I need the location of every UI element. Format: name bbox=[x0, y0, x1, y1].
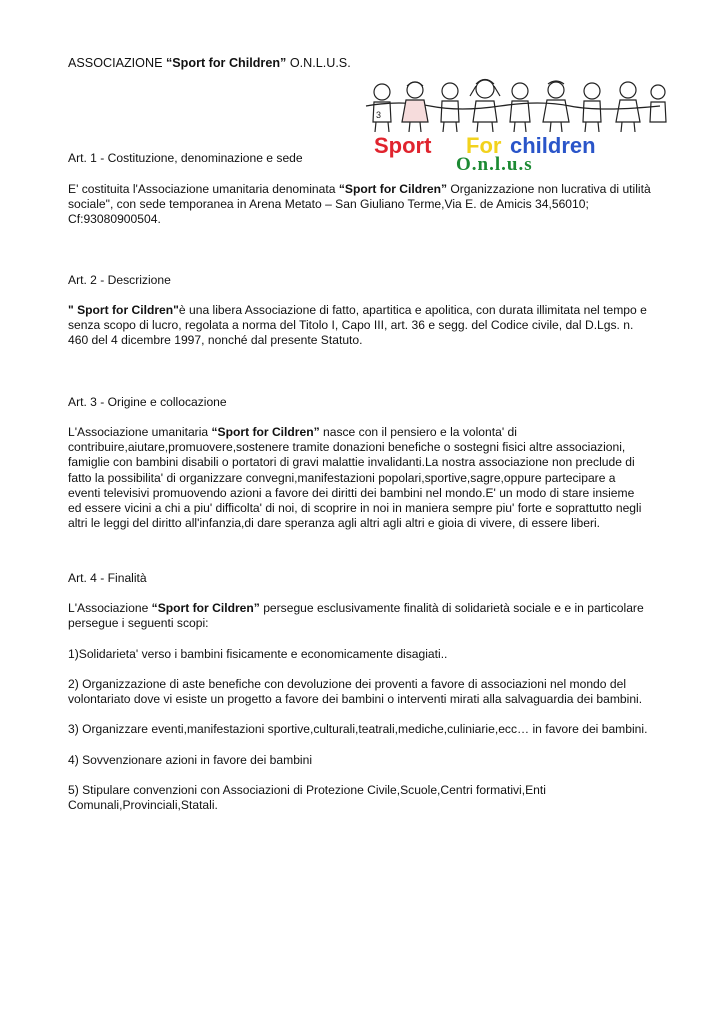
art4-item-1: 1)Solidarieta' verso i bambini fisicamente e economicamente disagiati.. bbox=[68, 647, 448, 661]
art3-line-3: famiglie con bambini disabili o portatori di gravi malattie invalidanti.La nostra associazione non preclude di bbox=[68, 455, 635, 470]
art1-line-1 bbox=[68, 182, 668, 197]
art3-line-6: ed essere vicini a chi a piu' difficolta' di noi, di scoprire in noi in maniera sempre piu' forte e soprattutto negli bbox=[68, 501, 642, 516]
art4-text: L'Associazione bbox=[68, 601, 152, 615]
art2-text: è una libera Associazione di fatto, apartitica e apolitica, con durata illimitata nel tempo e bbox=[178, 303, 647, 317]
title-prefix: ASSOCIAZIONE bbox=[68, 56, 166, 70]
art1-text: E' costituita l'Associazione umanitaria denominata bbox=[68, 182, 339, 196]
art2-line-2: senza scopo di lucro, regolata a norma del Titolo I, Capo III, art. 36 e segg. del Codice civile, dal D.Lgs. n. bbox=[68, 318, 634, 333]
art3-line-7: altri le leggi del diritto all'infanzia,di dare speranza agli altri agli altri e gioia di vivere, di essere liberi. bbox=[68, 516, 601, 531]
art3-line-1 bbox=[68, 425, 668, 440]
art4-text: persegue esclusivamente finalità di solidarietà sociale e e in particolare bbox=[259, 601, 644, 615]
art4-item-2 bbox=[68, 677, 668, 707]
art1-line-2: sociale", con sede temporanea in Arena Metato – San Giuliano Terme,Via E. de Amicis 34,56010; bbox=[68, 197, 589, 212]
art1-heading: Art. 1 - Costituzione, denominazione e sede bbox=[68, 151, 303, 165]
art3-line-2: contribuire,aiutare,promuovere,sostenere tramite donazioni benefiche o sostegni fisici altre associazioni, bbox=[68, 440, 626, 455]
art2-line-3: 460 del 4 dicembre 1997, nonché dal presente Statuto. bbox=[68, 333, 363, 348]
art2-paragraph bbox=[68, 303, 668, 349]
art1-line-3: Cf:93080900504. bbox=[68, 212, 161, 227]
art4-item-2-line-1: 2) Organizzazione di aste benefiche con devoluzione dei proventi a favore di associazioni nel mondo del bbox=[68, 677, 627, 691]
art4-intro bbox=[68, 601, 668, 631]
title-association-name: “Sport for Children” bbox=[165, 56, 287, 70]
art3-text: nasce con il pensiero e la volonta' di bbox=[319, 425, 517, 439]
art3-paragraph bbox=[68, 425, 668, 531]
logo-word-onlus: O.n.l.u.s bbox=[456, 154, 533, 172]
art1-text: Organizzazione non lucrativa di utilità bbox=[447, 182, 651, 196]
art1-association-name: “Sport for Cildren” bbox=[338, 182, 447, 196]
shirt-number: 3 bbox=[376, 110, 382, 120]
art3-association-name: “Sport for Cildren” bbox=[211, 425, 320, 439]
art4-item-5-line-2: Comunali,Provinciali,Statali. bbox=[68, 798, 218, 813]
art3-text: L'Associazione umanitaria bbox=[68, 425, 212, 439]
document-title bbox=[68, 56, 668, 71]
art1-paragraph bbox=[68, 182, 668, 228]
art2-line-1 bbox=[68, 303, 668, 318]
art4-item-3: 3) Organizzare eventi,manifestazioni sportive,culturali,teatrali,mediche,culiniarie,ecc… in favore dei bambini. bbox=[68, 722, 648, 736]
art4-heading: Art. 4 - Finalità bbox=[68, 571, 147, 585]
art4-intro-line-2: persegue i seguenti scopi: bbox=[68, 616, 209, 631]
art2-association-name: " Sport for Cildren" bbox=[68, 303, 179, 317]
art4-association-name: “Sport for Cildren” bbox=[151, 601, 260, 615]
art3-heading: Art. 3 - Origine e collocazione bbox=[68, 395, 227, 409]
logo-word-for: For bbox=[466, 133, 502, 158]
art4-item-5-line-1: 5) Stipulare convenzioni con Associazioni di Protezione Civile,Scuole,Centri formativi,Enti bbox=[68, 783, 546, 797]
art3-line-4: fatto la possibilita' di organizzare convegni,manifestazioni popolari,sportive,sagre,oppure partecipare a bbox=[68, 470, 616, 485]
children-chain-illustration bbox=[366, 80, 666, 133]
art4-item-4: 4) Sovvenzionare azioni in favore dei bambini bbox=[68, 753, 313, 767]
logo-word-sport: Sport bbox=[374, 133, 432, 158]
logo-word-children: children bbox=[510, 133, 596, 158]
art4-intro-line-1 bbox=[68, 601, 668, 616]
art2-heading: Art. 2 - Descrizione bbox=[68, 273, 171, 287]
art3-line-5: eventi televisivi promuovendo azioni a favore dei diritti dei bambini nel mondo.E' un modo di stare insieme bbox=[68, 485, 635, 500]
art4-item-2-line-2: volontariato dove vi esiste un progetto a favore dei bambini o interventi mirati alla salvaguardia dei bambini. bbox=[68, 692, 643, 707]
art4-item-5 bbox=[68, 783, 668, 813]
title-suffix: O.N.L.U.S. bbox=[286, 56, 351, 70]
